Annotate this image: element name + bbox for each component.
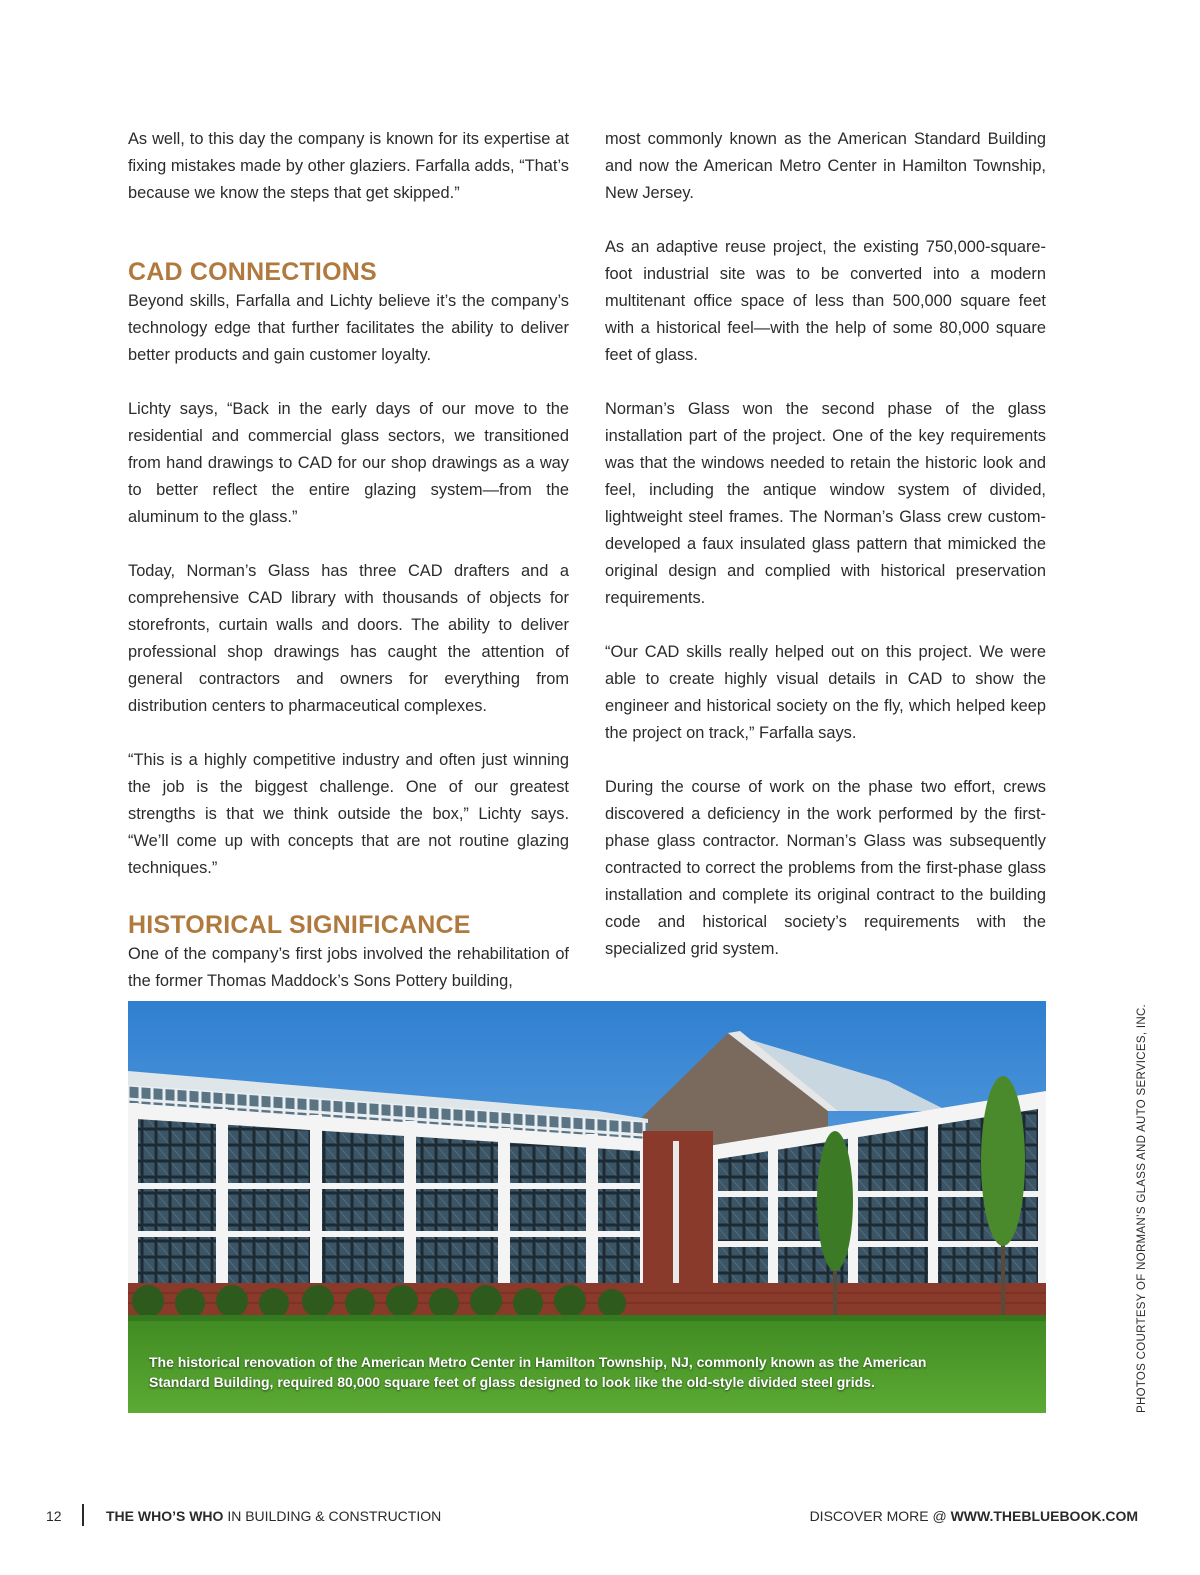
footer-divider bbox=[82, 1504, 84, 1526]
publication-title-bold: THE WHO’S WHO bbox=[106, 1508, 224, 1524]
paragraph: Lichty says, “Back in the early days of our move to the residential and commercial glass sectors, we transitioned from hand drawings to CAD for our shop drawings as a way to better reflect the entire glazing system—from the aluminum to the glass.” bbox=[128, 400, 569, 526]
paragraph: During the course of work on the phase two effort, crews discovered a deficiency in the work performed by the first-phase glass contractor. Norman’s Glass was subsequently contracted to correct the problems from the first-phase glass installation and complete its original contract to the building code and historical society’s requirements with the specialized grid system. bbox=[605, 778, 1046, 958]
left-column bbox=[128, 126, 569, 995]
photo-credit: PHOTOS COURTESY OF NORMAN’S GLASS AND AUTO SERVICES, INC. bbox=[1136, 1003, 1148, 1413]
publication-title-rest: IN BUILDING & CONSTRUCTION bbox=[223, 1508, 442, 1524]
section-heading-cad-connections: CAD CONNECTIONS bbox=[128, 258, 377, 286]
paragraph: Norman’s Glass won the second phase of the glass installation part of the project. One of the key requirements was that the windows needed to retain the historic look and feel, including the antique window system of divided, lightweight steel frames. The Norman’s Glass crew custom-developed a faux insulated glass pattern that mimicked the original design and complied with historical preservation requirements. bbox=[605, 400, 1046, 607]
publication-title bbox=[106, 1508, 441, 1524]
website-link[interactable]: WWW.THEBLUEBOOK.COM bbox=[950, 1508, 1138, 1524]
paragraph: As well, to this day the company is known for its expertise at fixing mistakes made by other glaziers. Farfalla adds, “That’s because we know the steps that get skipped.” bbox=[128, 130, 569, 202]
section-heading-historical-significance: HISTORICAL SIGNIFICANCE bbox=[128, 911, 471, 939]
page-footer bbox=[0, 1500, 1200, 1532]
right-column bbox=[605, 126, 1046, 963]
paragraph: “This is a highly competitive industry and often just winning the job is the biggest challenge. One of our greatest strengths is that we think outside the box,” Lichty says. “We’ll come up with concepts that are not routine glazing techniques.” bbox=[128, 751, 569, 877]
discover-more bbox=[810, 1508, 1138, 1524]
paragraph: most commonly known as the American Standard Building and now the American Metro Center in Hamilton Township, New Jersey. bbox=[605, 130, 1046, 202]
paragraph: Today, Norman’s Glass has three CAD drafters and a comprehensive CAD library with thousands of objects for storefronts, curtain walls and doors. The ability to deliver professional shop drawings has caught the attention of general contractors and owners for everything from distribution centers to pharmaceutical complexes. bbox=[128, 562, 569, 715]
paragraph: As an adaptive reuse project, the existing 750,000-square-foot industrial site was to be converted into a modern multitenant office space of less than 500,000 square feet with a historical feel—with the help of some 80,000 square feet of glass. bbox=[605, 238, 1046, 364]
building-photo bbox=[128, 1001, 1046, 1413]
paragraph: “Our CAD skills really helped out on this project. We were able to create highly visual details in CAD to show the engineer and historical society on the fly, which helped keep the project on track,” Farfalla says. bbox=[605, 643, 1046, 742]
paragraph: One of the company’s first jobs involved the rehabilitation of the former Thomas Maddock’s Sons Pottery building, bbox=[128, 945, 569, 990]
discover-prefix: DISCOVER MORE @ bbox=[809, 1508, 951, 1524]
paragraph: Beyond skills, Farfalla and Lichty believe it’s the company’s technology edge that further facilitates the ability to deliver better products and gain customer loyalty. bbox=[128, 292, 569, 364]
page-number: 12 bbox=[46, 1508, 62, 1524]
photo-caption: The historical renovation of the American Metro Center in Hamilton Township, NJ, commonly known as the American Standard Building, required 80,000 square feet of glass designed to look like the old-style divided steel grids. bbox=[149, 1354, 927, 1390]
